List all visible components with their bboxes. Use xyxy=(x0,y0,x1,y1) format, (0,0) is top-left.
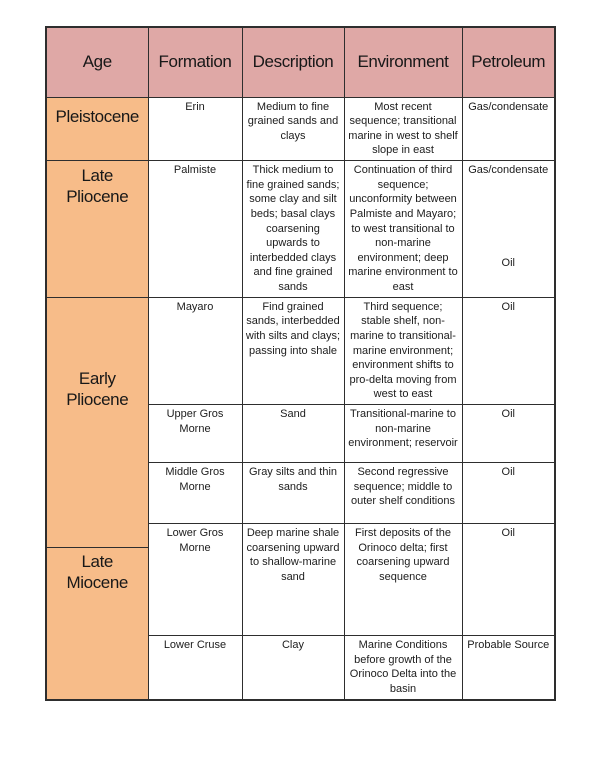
environment-cell: Most recent sequence; transitional marine in west to shelf slope in east xyxy=(344,97,462,161)
header-cell-environment: Environment xyxy=(344,27,462,97)
description-cell: Thick medium to fine grained sands; some clay and silt beds; basal clays coarsening upwards to interbedded clays and fine grained sands xyxy=(242,161,344,298)
header-cell-petroleum: Petroleum xyxy=(462,27,555,97)
environment-cell: First deposits of the Orinoco delta; first coarsening upward sequence xyxy=(344,524,462,636)
formation-cell: Mayaro xyxy=(148,297,242,404)
environment-cell: Continuation of third sequence; unconformity between Palmiste and Mayaro; to west transitional to non-marine environment; deep marine environment to east xyxy=(344,161,462,298)
petroleum-cell: Oil xyxy=(462,524,555,636)
age-cell-pleistocene: Pleistocene xyxy=(46,97,148,161)
header-cell-formation: Formation xyxy=(148,27,242,97)
petroleum-cell: Oil xyxy=(462,297,555,404)
age-cell-late-miocene: Late Miocene xyxy=(46,548,148,700)
petroleum-cell: Probable Source xyxy=(462,636,555,700)
petroleum-value-lower: Oil xyxy=(501,256,515,269)
petroleum-cell: Gas/condensate xyxy=(462,97,555,161)
header-cell-age: Age xyxy=(46,27,148,97)
row-mayaro xyxy=(46,297,555,404)
description-cell: Deep marine shale coarsening upward to shallow-marine sand xyxy=(242,524,344,636)
environment-cell: Third sequence; stable shelf, non-marine to transitional-marine environment; environment shifts to pro-delta moving from west to east xyxy=(344,297,462,404)
environment-cell: Second regressive sequence; middle to outer shelf conditions xyxy=(344,463,462,524)
stratigraphy-table xyxy=(45,26,556,701)
formation-cell: Upper Gros Morne xyxy=(148,405,242,463)
header-row xyxy=(46,27,555,97)
formation-cell: Lower Cruse xyxy=(148,636,242,700)
description-cell: Medium to fine grained sands and clays xyxy=(242,97,344,161)
formation-cell: Lower Gros Morne xyxy=(148,524,242,636)
petroleum-cell: Oil xyxy=(462,463,555,524)
description-cell: Gray silts and thin sands xyxy=(242,463,344,524)
environment-cell: Transitional-marine to non-marine environment; reservoir xyxy=(344,405,462,463)
formation-cell: Palmiste xyxy=(148,161,242,298)
description-cell: Clay xyxy=(242,636,344,700)
description-cell: Find grained sands, interbedded with silts and clays; passing into shale xyxy=(242,297,344,404)
environment-cell: Marine Conditions before growth of the Orinoco Delta into the basin xyxy=(344,636,462,700)
formation-cell: Middle Gros Morne xyxy=(148,463,242,524)
petroleum-value-upper: Gas/condensate xyxy=(468,164,549,176)
petroleum-cell xyxy=(462,161,555,298)
description-cell: Sand xyxy=(242,405,344,463)
age-cell-late-pliocene: Late Pliocene xyxy=(46,161,148,298)
row-erin xyxy=(46,97,555,161)
petroleum-cell: Oil xyxy=(462,405,555,463)
row-palmiste xyxy=(46,161,555,298)
formation-cell: Erin xyxy=(148,97,242,161)
header-cell-description: Description xyxy=(242,27,344,97)
age-cell-early-pliocene: Early Pliocene xyxy=(46,297,148,547)
